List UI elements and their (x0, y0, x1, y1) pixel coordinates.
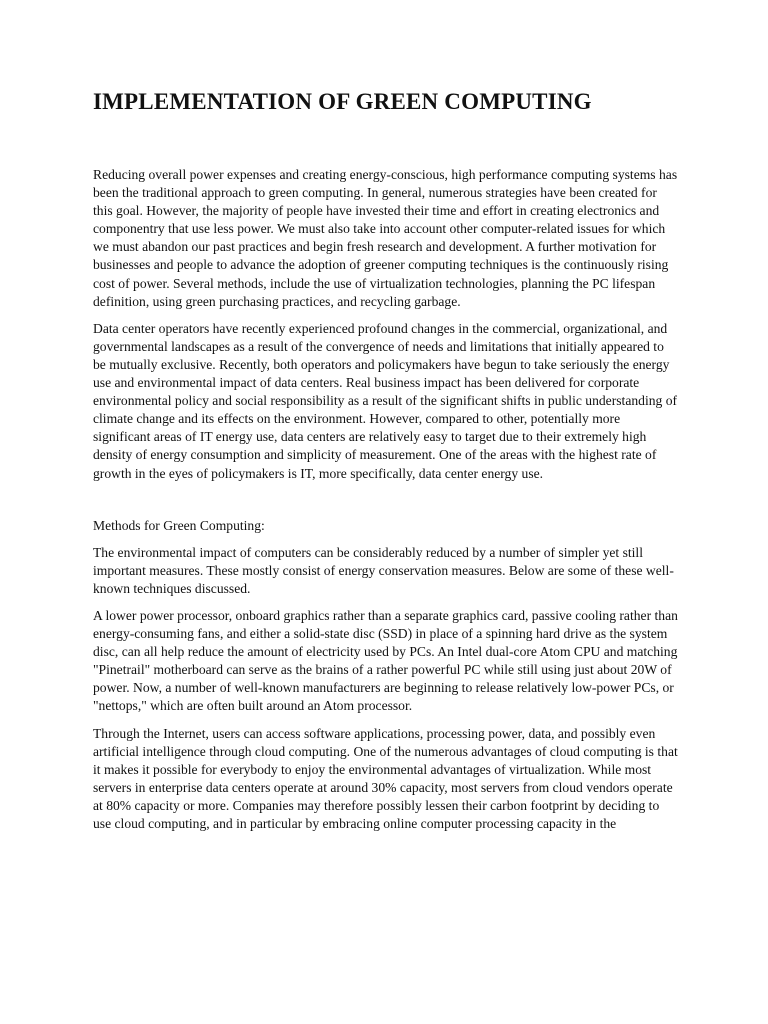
paragraph-low-power-hardware: A lower power processor, onboard graphics rather than a separate graphics card, passive cooling rather than energy-consuming fans, and either a solid-state disc (SSD) in place of a spinning hard drive as the system disc, can all help reduce the amount of electricity used by PCs. An Intel dual-core Atom CPU and matching "Pinetrail" motherboard can serve as the brains of a rather powerful PC while still using just about 20W of power. Now, a number of well-known manufacturers are beginning to release relatively low-power PCs, or "nettops," which are often built around an Atom processor. (93, 607, 678, 714)
section-heading-methods: Methods for Green Computing: (93, 517, 265, 533)
paragraph-intro: Reducing overall power expenses and creating energy-conscious, high performance computing systems has been the traditional approach to green computing. In general, numerous strategies have been created for this goal. However, the majority of people have invested their time and effort in creating electronics and componentry that use less power. We must also take into account other computer-related issues for which we must abandon our past practices and begin fresh research and development. A further motivation for businesses and people to advance the adoption of greener computing techniques is the continuously rising cost of power. Several methods, include the use of virtualization technologies, planning the PC lifespan definition, using green purchasing practices, and recycling garbage. (93, 167, 678, 309)
paragraph-data-centers: Data center operators have recently experienced profound changes in the commercial, organizational, and governmental landscapes as a result of the convergence of needs and limitations that initially appeared to be mutually exclusive. Recently, both operators and policymakers have begun to take seriously the energy use and environmental impact of data centers. Real business impact has been delivered for corporate environmental policy and social responsibility as a result of the significant shifts in public understanding of climate change and its effects on the environment. However, compared to other, potentially more significant areas of IT energy use, data centers are relatively easy to target due to their extremely high density of energy consumption and simplicity of measurement. One of the areas with the highest rate of growth in the eyes of policymakers is IT, more specifically, data center energy use. (93, 320, 678, 481)
document-title: IMPLEMENTATION OF GREEN COMPUTING (93, 89, 592, 114)
document-body (93, 166, 679, 842)
paragraph-cloud-computing: Through the Internet, users can access software applications, processing power, data, and possibly even artificial intelligence through cloud computing. One of the numerous advantages of cloud computing is that it makes it possible for everybody to enjoy the environmental advantages of virtualization. While most servers in enterprise data centers operate at around 30% capacity, most servers from cloud vendors operate at 80% capacity or more. Companies may therefore possibly lessen their carbon footprint by deciding to use cloud computing, and in particular by embracing online computer processing capacity in the (93, 725, 678, 831)
paragraph-methods-intro: The environmental impact of computers can be considerably reduced by a number of simpler yet still important measures. These mostly consist of energy conservation measures. Below are some of these well-known techniques discussed. (93, 544, 674, 596)
